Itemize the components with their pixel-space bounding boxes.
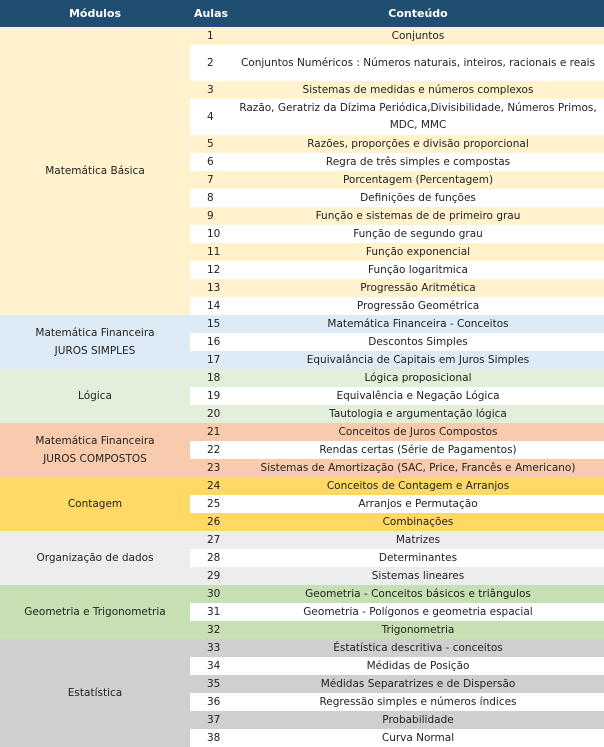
lesson-number: 10	[190, 225, 232, 243]
lesson-number: 35	[190, 675, 232, 693]
module-name: Contagem	[0, 477, 190, 531]
lesson-content: Razão, Geratriz da Dízima Periódica,Divisibilidade, Números Primos, MDC, MMC	[232, 99, 604, 135]
module-name: Organização de dados	[0, 531, 190, 585]
lesson-number: 34	[190, 657, 232, 675]
lesson-content: Matemática Financeira - Conceitos	[232, 315, 604, 333]
lesson-content: Função exponencial	[232, 243, 604, 261]
lesson-number: 29	[190, 567, 232, 585]
lesson-number: 20	[190, 405, 232, 423]
lesson-content: Função de segundo grau	[232, 225, 604, 243]
lesson-number: 26	[190, 513, 232, 531]
lesson-content: Éstatística descritiva - conceitos	[232, 639, 604, 657]
lesson-number: 14	[190, 297, 232, 315]
module-name: Estatística	[0, 639, 190, 747]
lesson-number: 28	[190, 549, 232, 567]
table-row	[0, 423, 604, 441]
lesson-content: Progressão Geométrica	[232, 297, 604, 315]
lesson-number: 4	[190, 99, 232, 135]
lesson-content: Progressão Aritmética	[232, 279, 604, 297]
lesson-content: Probabilidade	[232, 711, 604, 729]
table-row	[0, 585, 604, 603]
lesson-number: 7	[190, 171, 232, 189]
lesson-content: Função logaritmica	[232, 261, 604, 279]
lesson-content: Função e sistemas de de primeiro grau	[232, 207, 604, 225]
lesson-number: 36	[190, 693, 232, 711]
table-row	[0, 477, 604, 495]
lesson-content: Descontos Simples	[232, 333, 604, 351]
lesson-content: Conjuntos Numéricos : Números naturais, inteiros, racionais e reais	[232, 45, 604, 81]
lesson-number: 15	[190, 315, 232, 333]
lesson-content: Conceitos de Juros Compostos	[232, 423, 604, 441]
lesson-number: 1	[190, 27, 232, 45]
lesson-content: Geometria - Polígonos e geometria espacial	[232, 603, 604, 621]
lesson-content: Conceitos de Contagem e Arranjos	[232, 477, 604, 495]
lesson-number: 13	[190, 279, 232, 297]
lesson-number: 18	[190, 369, 232, 387]
lesson-number: 22	[190, 441, 232, 459]
lesson-content: Trigonometria	[232, 621, 604, 639]
lesson-number: 33	[190, 639, 232, 657]
lesson-number: 23	[190, 459, 232, 477]
lesson-number: 19	[190, 387, 232, 405]
lesson-number: 25	[190, 495, 232, 513]
table-row	[0, 369, 604, 387]
lesson-number: 8	[190, 189, 232, 207]
header-row	[0, 0, 604, 27]
table-row	[0, 639, 604, 657]
lesson-number: 2	[190, 45, 232, 81]
lesson-content: Matrizes	[232, 531, 604, 549]
module-name: Matemática Básica	[0, 27, 190, 315]
lesson-number: 17	[190, 351, 232, 369]
lesson-number: 5	[190, 135, 232, 153]
lesson-number: 6	[190, 153, 232, 171]
module-name: Matemática Financeira JUROS COMPOSTOS	[0, 423, 190, 477]
lesson-number: 27	[190, 531, 232, 549]
lesson-content: Sistemas de Amortização (SAC, Price, Francês e Americano)	[232, 459, 604, 477]
lesson-content: Arranjos e Permutação	[232, 495, 604, 513]
lesson-number: 38	[190, 729, 232, 747]
table-row	[0, 531, 604, 549]
lesson-content: Regressão simples e números índices	[232, 693, 604, 711]
lesson-content: Definições de funções	[232, 189, 604, 207]
module-name: Geometria e Trigonometria	[0, 585, 190, 639]
table-row	[0, 27, 604, 45]
lesson-content: Médidas de Posição	[232, 657, 604, 675]
lesson-number: 37	[190, 711, 232, 729]
lesson-number: 30	[190, 585, 232, 603]
lesson-content: Equivalância de Capitais em Juros Simples	[232, 351, 604, 369]
lesson-content: Razões, proporções e divisão proporcional	[232, 135, 604, 153]
lesson-number: 21	[190, 423, 232, 441]
lesson-number: 3	[190, 81, 232, 99]
lesson-content: Tautologia e argumentação lógica	[232, 405, 604, 423]
lesson-number: 9	[190, 207, 232, 225]
lesson-number: 12	[190, 261, 232, 279]
lesson-number: 31	[190, 603, 232, 621]
header-content: Conteúdo	[232, 0, 604, 27]
lesson-content: Sistemas lineares	[232, 567, 604, 585]
lesson-content: Geometria - Conceitos básicos e triângulos	[232, 585, 604, 603]
lesson-content: Lógica proposicional	[232, 369, 604, 387]
table-body	[0, 27, 604, 747]
lesson-number: 32	[190, 621, 232, 639]
lesson-number: 24	[190, 477, 232, 495]
lesson-content: Sistemas de medidas e números complexos	[232, 81, 604, 99]
lesson-number: 16	[190, 333, 232, 351]
lesson-content: Regra de três simples e compostas	[232, 153, 604, 171]
lesson-content: Médidas Separatrizes e de Dispersão	[232, 675, 604, 693]
lesson-content: Porcentagem (Percentagem)	[232, 171, 604, 189]
lesson-content: Conjuntos	[232, 27, 604, 45]
module-name: Matemática Financeira JUROS SIMPLES	[0, 315, 190, 369]
lesson-content: Equivalência e Negação Lógica	[232, 387, 604, 405]
lesson-content: Determinantes	[232, 549, 604, 567]
header-lessons: Aulas	[190, 0, 232, 27]
lesson-number: 11	[190, 243, 232, 261]
lesson-content: Combinações	[232, 513, 604, 531]
table-row	[0, 315, 604, 333]
lesson-content: Curva Normal	[232, 729, 604, 747]
header-modules: Módulos	[0, 0, 190, 27]
module-name: Lógica	[0, 369, 190, 423]
lesson-content: Rendas certas (Série de Pagamentos)	[232, 441, 604, 459]
